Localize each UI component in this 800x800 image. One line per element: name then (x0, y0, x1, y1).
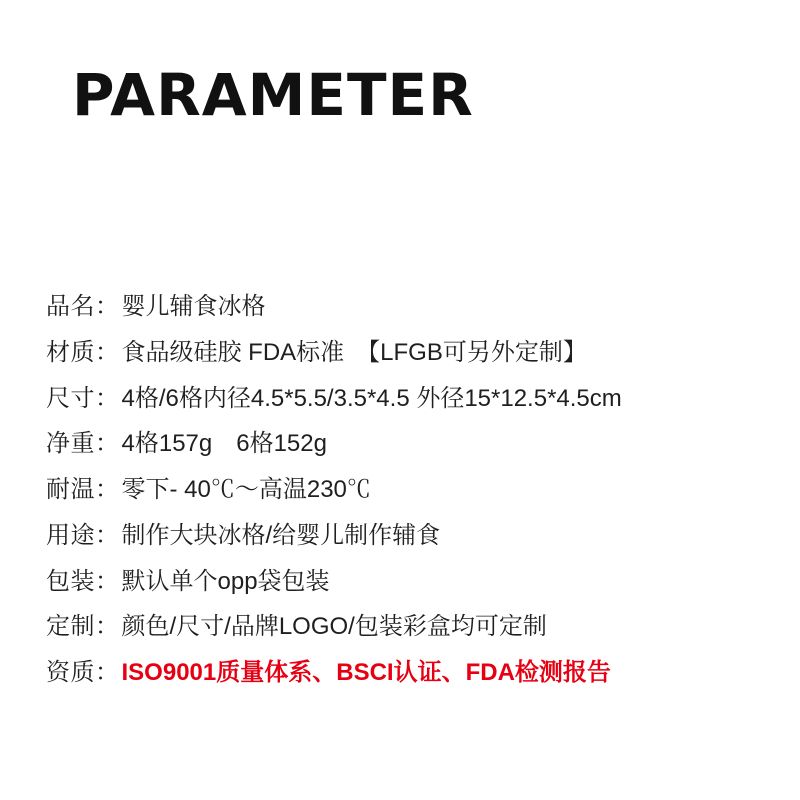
spec-value: 默认单个opp袋包装 (121, 567, 330, 595)
spec-row-certifications (46, 658, 786, 687)
spec-value: 4格/6格内径4.5*5.5/3.5*4.5 外径15*12.5*4.5cm (121, 384, 622, 412)
spec-value: 制作大块冰格/给婴儿制作辅食 (121, 521, 441, 549)
spec-row (46, 612, 786, 641)
spec-row (46, 429, 786, 458)
spec-value: 4格157g 6格152g (121, 430, 327, 458)
spec-row (46, 521, 786, 550)
spec-label: 定制： (46, 613, 120, 641)
spec-label: 用途： (46, 521, 120, 549)
spec-label: 净重： (46, 430, 120, 458)
spec-label: 品名： (46, 293, 120, 320)
spec-label: 包装： (46, 567, 120, 595)
spec-row (46, 292, 786, 321)
spec-row (46, 567, 786, 596)
spec-row (46, 475, 786, 504)
page-title: PARAMETER (72, 61, 474, 129)
spec-value: 颜色/尺寸/品牌LOGO/包装彩盒均可定制 (121, 613, 547, 641)
spec-value: 婴儿辅食冰格 (121, 293, 266, 320)
spec-value: 零下- 40℃～高温230℃ (121, 476, 371, 504)
spec-row (46, 338, 786, 367)
spec-value: ISO9001质量体系、BSCI认证、FDA检测报告 (121, 659, 611, 687)
spec-value: 食品级硅胶 FDA标准 【LFGB可另外定制】 (121, 338, 587, 366)
specification-list (46, 292, 786, 704)
spec-label: 材质： (46, 338, 120, 366)
spec-label: 耐温： (46, 476, 120, 504)
spec-label: 尺寸： (46, 384, 120, 412)
spec-label: 资质： (46, 659, 120, 687)
spec-row (46, 384, 786, 413)
